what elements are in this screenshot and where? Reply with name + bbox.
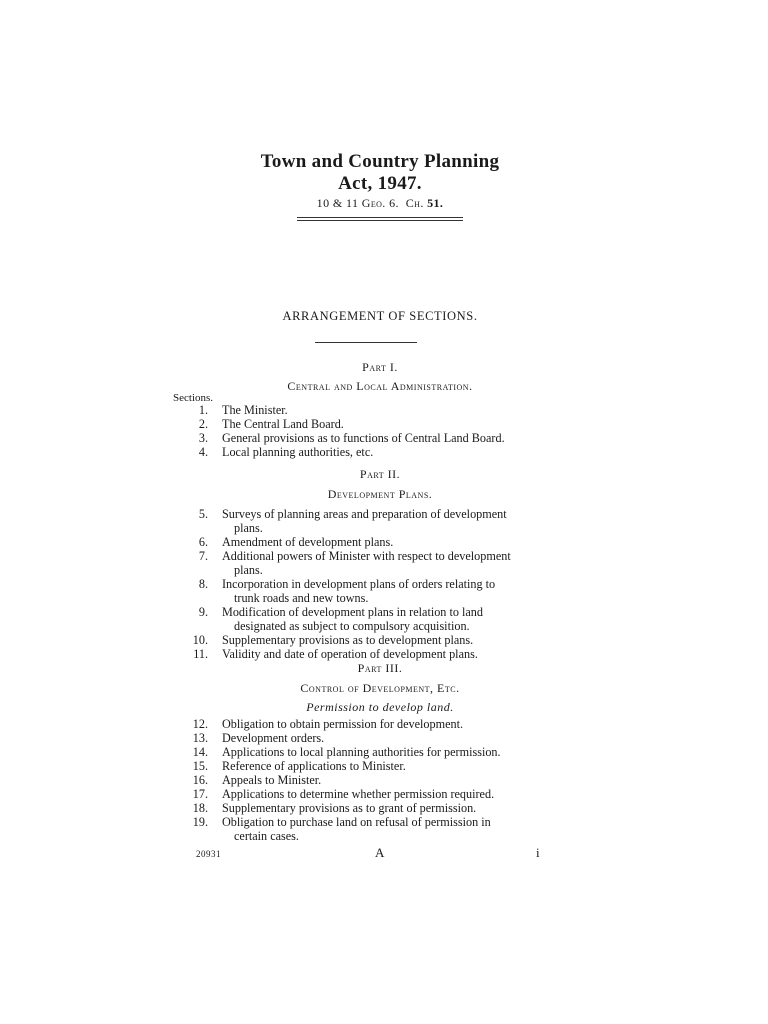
part-subheading: Permission to develop land.	[306, 700, 454, 714]
section-number: 3.	[198, 431, 208, 445]
section-title: Additional powers of Minister with respect to development	[222, 549, 511, 563]
section-number: 8.	[198, 577, 208, 591]
printer-signature: 20931	[196, 849, 221, 859]
section-number: 4.	[198, 445, 208, 459]
section-title: Supplementary provisions as to development plans.	[222, 633, 474, 647]
section-title: Obligation to obtain permission for development.	[222, 717, 464, 731]
act-title-line-1: Town and Country Planning	[260, 151, 500, 172]
section-title: Local planning authorities, etc.	[222, 445, 374, 459]
page-number: i	[536, 845, 540, 860]
section-title: Development orders.	[222, 731, 325, 745]
section-title: Appeals to Minister.	[222, 773, 322, 787]
citation-ch: Ch.	[405, 196, 424, 210]
section-number: 18.	[192, 801, 208, 815]
section-number: 2.	[198, 417, 208, 431]
section-number: 16.	[192, 773, 208, 787]
section-title-continued: designated as subject to compulsory acquisition.	[234, 619, 470, 633]
sections-label: Sections.	[173, 392, 214, 404]
section-title: Supplementary provisions as to grant of permission.	[222, 801, 477, 815]
section-number: 10.	[192, 633, 208, 647]
section-title: Amendment of development plans.	[222, 535, 394, 549]
section-number: 15.	[192, 759, 208, 773]
section-title: Surveys of planning areas and preparation of development	[222, 507, 507, 521]
section-title: Applications to local planning authorities for permission.	[222, 745, 501, 759]
section-title: Reference of applications to Minister.	[222, 759, 406, 773]
section-number: 7.	[198, 549, 208, 563]
section-title: Applications to determine whether permission required.	[222, 787, 495, 801]
section-number: 6.	[198, 535, 208, 549]
arrangement-rule	[315, 342, 417, 343]
title-rule-2	[297, 220, 463, 221]
section-title: General provisions as to functions of Central Land Board.	[222, 431, 505, 445]
part-heading: Central and Local Administration.	[287, 379, 473, 393]
section-title-continued: plans.	[234, 521, 263, 535]
section-number: 14.	[192, 745, 208, 759]
section-title: The Central Land Board.	[222, 417, 344, 431]
section-title: Validity and date of operation of development plans.	[222, 647, 478, 661]
signature-letter: A	[375, 845, 385, 860]
part-label: Part III.	[357, 661, 403, 675]
section-number: 17.	[192, 787, 208, 801]
section-title-continued: trunk roads and new towns.	[234, 591, 369, 605]
section-title: Incorporation in development plans of orders relating to	[222, 577, 496, 591]
section-number: 11.	[193, 647, 208, 661]
part-label: Part I.	[362, 360, 398, 374]
part-heading: Development Plans.	[327, 487, 433, 501]
act-title-line-2: Act, 1947.	[338, 173, 422, 194]
arrangement-heading: ARRANGEMENT OF SECTIONS.	[282, 309, 478, 323]
citation-regnal-years: 10 & 11	[316, 196, 359, 210]
part-label: Part II.	[359, 467, 401, 481]
section-number: 5.	[198, 507, 208, 521]
section-number: 9.	[198, 605, 208, 619]
section-title: Obligation to purchase land on refusal of permission in	[222, 815, 491, 829]
section-number: 19.	[192, 815, 208, 829]
citation-chapter-number: 51.	[427, 196, 444, 210]
section-number: 12.	[192, 717, 208, 731]
part-heading: Control of Development, Etc.	[300, 681, 460, 695]
citation-geo: Geo. 6.	[361, 196, 399, 210]
section-title-continued: plans.	[234, 563, 263, 577]
regnal-citation	[230, 196, 530, 211]
section-title: The Minister.	[222, 403, 288, 417]
section-title-continued: certain cases.	[234, 829, 299, 843]
section-number: 1.	[198, 403, 208, 417]
section-number: 13.	[192, 731, 208, 745]
title-rule-1	[297, 217, 463, 218]
section-title: Modification of development plans in relation to land	[222, 605, 483, 619]
